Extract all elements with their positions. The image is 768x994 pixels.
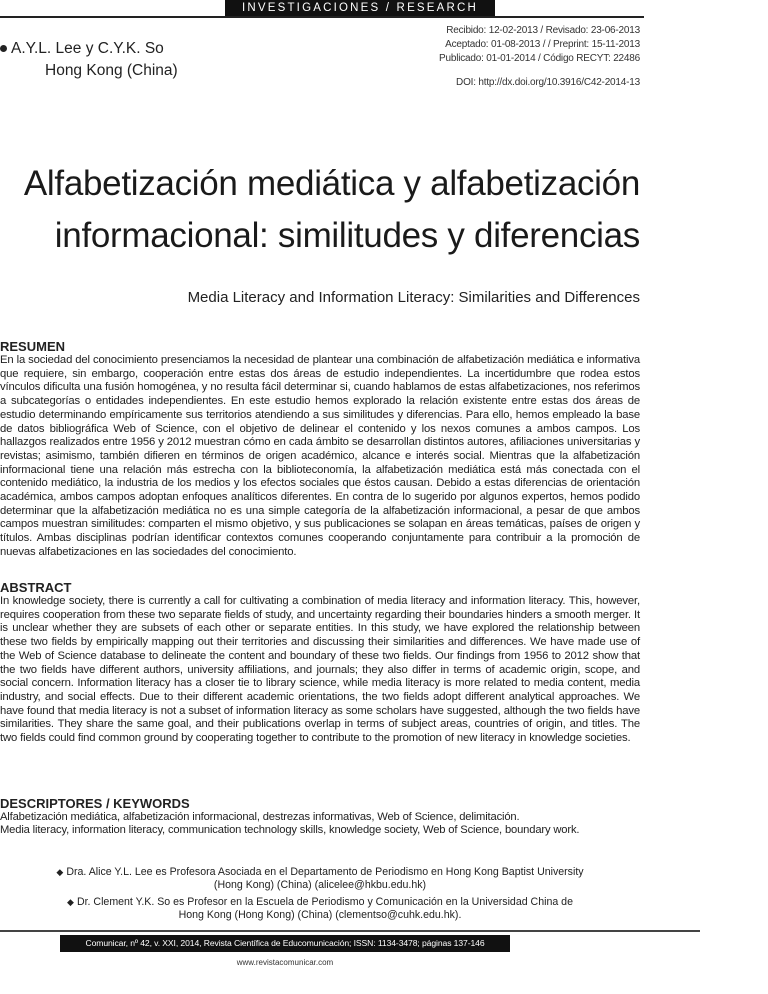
header-rule <box>0 16 644 18</box>
doi-link[interactable]: DOI: http://dx.doi.org/10.3916/C42-2014-13 <box>456 77 640 88</box>
author-names: A.Y.L. Lee y C.Y.K. So <box>11 40 164 57</box>
resumen-text: En la sociedad del conocimiento presenciamos la necesidad de plantear una combinación de alfabetización mediática e informativa que requiere, sin embargo, cooperación entre estas dos áreas de estudio independientes. La incertidumbre que rodea estos vínculos dificulta una fusión homogénea, y no resulta fácil determinar si, cuando hablamos de estas alfabetizaciones, nos referimos a subcategorías o entidades independientes. En este estudio hemos explorado la relación existente entre estas dos áreas de estudio determinando empíricamente sus territorios atendiendo a sus similitudes y diferencias. Para ello, hemos empleado la base de datos bibliográfica Web of Science, con el objetivo de delinear el contenido y los nexos comunes a ambos campos. Los hallazgos realizados entre 1956 y 2012 muestran cómo en cada ámbito se desarrollan distintos autores, afiliaciones universitarias y revistas; asimismo, también difieren en términos de origen académico, alcance e interés social. Mientras que la alfabetización informacional tiene una relación más estrecha con la biblioteconomía, la alfabetización mediática está más conectada con el contenido mediático, la industria de los medios y los efectos sociales que éstos causan. Debido a estas diferencias de orientación académica, ambos campos adoptan enfoques analíticos diferentes. En contra de lo sugerido por algunos expertos, hemos podido determinar que la alfabetización mediática no es una simple categoría de la alfabetización informacional, a pesar de que ambos campos muestran similitudes: comparten el mismo objetivo, y sus publicaciones se solapan en áreas temáticas, países de origen y títulos. Ambas disciplinas podrían identificar contextos comunes cooperando conjuntamente para contribuir a la promoción de nuevas alfabetizaciones en las sociedades del conocimiento. <box>0 354 640 558</box>
abstract-heading: ABSTRACT <box>0 580 72 595</box>
author-block <box>0 38 178 82</box>
article-title <box>0 158 640 262</box>
journal-citation-bar: Comunicar, nº 42, v. XXI, 2014, Revista Científica de Educomunicación; ISSN: 1134-3478; páginas 137-146 <box>60 935 510 952</box>
bio-lee-line1: Dra. Alice Y.L. Lee es Profesora Asociada en el Departamento de Periodismo en Hong Kong Baptist University <box>66 866 584 878</box>
section-banner: INVESTIGACIONES / RESEARCH <box>225 0 495 16</box>
journal-website-link[interactable]: www.revistacomunicar.com <box>236 958 334 967</box>
article-metadata <box>439 24 640 90</box>
title-line-2: informacional: similitudes y diferencias <box>54 216 640 255</box>
resumen-section <box>0 340 640 560</box>
bio-so-line2: Hong Kong (Hong Kong) (China) (clementso@cuhk.edu.hk). <box>178 909 462 921</box>
footer-rule <box>0 930 700 932</box>
resumen-heading: RESUMEN <box>0 339 66 354</box>
keywords-section <box>0 797 640 837</box>
accepted-preprint-dates: Aceptado: 01-08-2013 / / Preprint: 15-11-2013 <box>445 39 640 50</box>
diamond-bullet-icon: ◆ <box>56 867 64 877</box>
author-bios <box>0 866 640 926</box>
keywords-en: Media literacy, information literacy, communication technology skills, knowledge society, Web of Science, boundary work. <box>0 824 580 836</box>
bullet-icon <box>0 45 7 52</box>
title-line-1: Alfabetización mediática y alfabetización <box>23 164 640 203</box>
bio-so <box>0 896 640 922</box>
article-subtitle: Media Literacy and Information Literacy: Similarities and Differences <box>187 289 640 306</box>
keywords-heading: DESCRIPTORES / KEYWORDS <box>0 796 190 811</box>
bio-lee-line2: (Hong Kong) (China) (alicelee@hkbu.edu.hk) <box>213 879 427 891</box>
keywords-es: Alfabetización mediática, alfabetización informacional, destrezas informativas, Web of Science, delimitación. <box>0 811 520 823</box>
abstract-text: In knowledge society, there is currently a call for cultivating a combination of media literacy and information literacy. This, however, requires cooperation from these two separate fields of study, and uncertainty regarding their boundaries hinders a smooth merger. It is unclear whether they are subsets of each other or separate entities. In this study, we have explored the relationship between these two fields by empirically mapping out their territories and discussing their similarities and differences. We have made use of the Web of Science database to delineate the content and boundary of these two fields. Our findings from 1956 to 2012 show that the two fields have different authors, university affiliations, and journals; they also differ in terms of academic origin, scope, and social concern. Information literacy has a closer tie to library science, while media literacy is more related to media content, media industry, and social effects. Due to their different academic orientations, the two fields adopt different analytical approaches. We have found that media literacy is not a subset of information literacy as some scholars have suggested, although the two fields have similarities. They share the same goal, and their publications overlap in terms of subject areas, countries of origin, and titles. The two fields could find common ground by cooperating together to contribute to the promotion of new literacy in knowledge societies. <box>0 595 640 745</box>
bio-lee <box>0 866 640 892</box>
received-revised-dates: Recibido: 12-02-2013 / Revisado: 23-06-2013 <box>446 25 640 36</box>
bio-so-line1: Dr. Clement Y.K. So es Profesor en la Escuela de Periodismo y Comunicación en la Universidad China de <box>76 896 573 908</box>
author-location: Hong Kong (China) <box>45 62 178 79</box>
abstract-section <box>0 581 640 746</box>
diamond-bullet-icon: ◆ <box>67 897 74 907</box>
published-recyt-code: Publicado: 01-01-2014 / Código RECYT: 22486 <box>439 53 640 64</box>
